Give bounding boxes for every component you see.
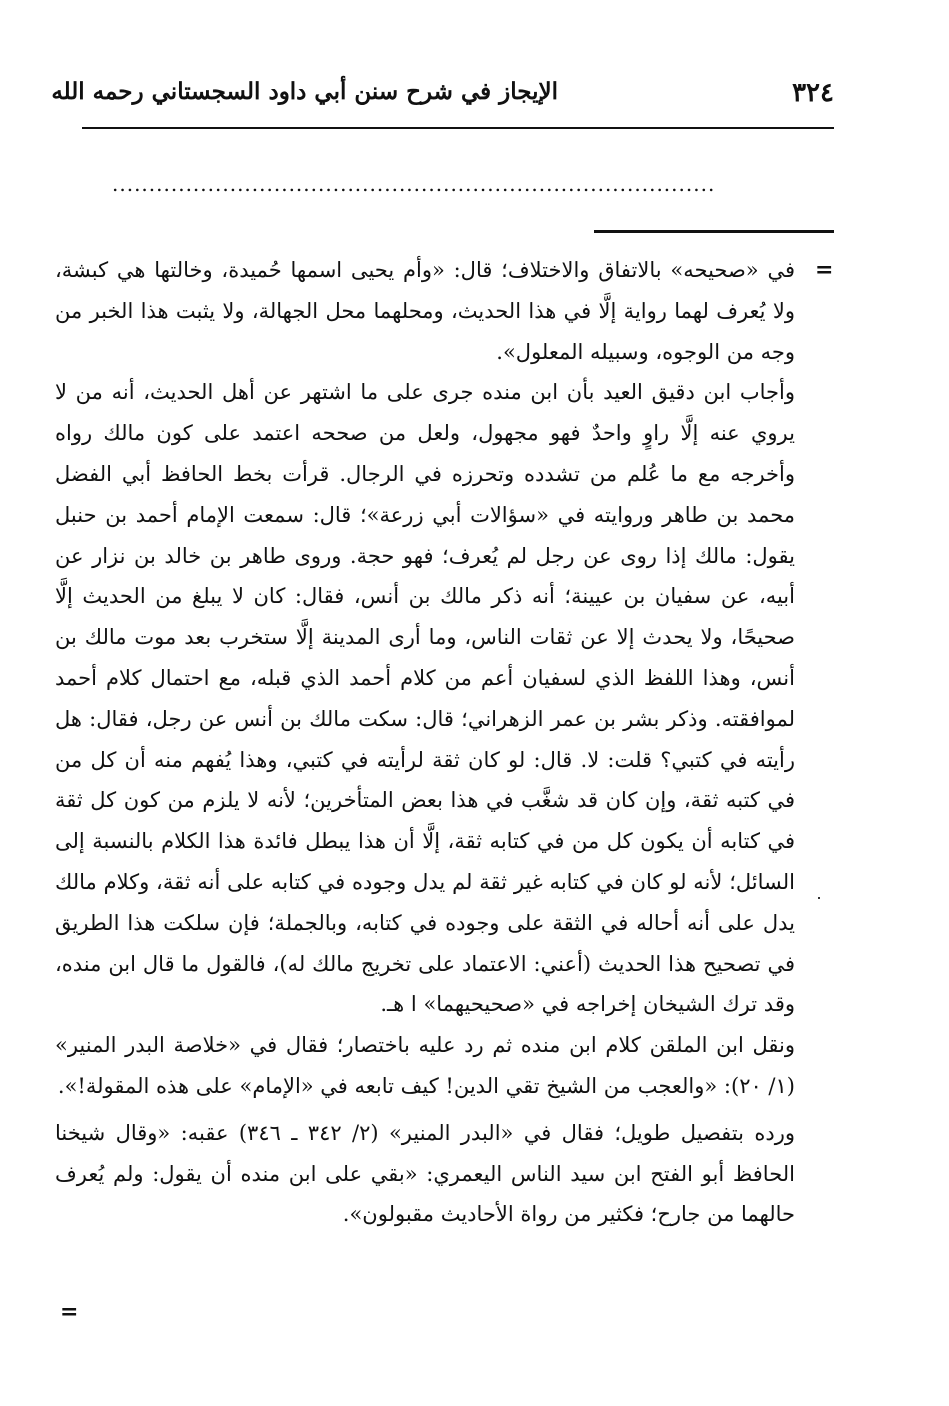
paragraph-3: ونقل ابن الملقن كلام ابن منده ثم رد عليه باختصار؛ فقال في «خلاصة البدر المنير» (١/ ٢٠): «والعجب من الشيخ تقي الدين! كيف تابعه في «الإمام» على هذه المقولة!». bbox=[55, 1033, 795, 1098]
running-header bbox=[51, 78, 834, 118]
continuation-mark-bottom: = bbox=[60, 1299, 79, 1325]
footnote-text bbox=[55, 250, 795, 1235]
paragraph-4: ورده بتفصيل طويل؛ فقال في «البدر المنير» (٢/ ٣٤٢ ـ ٣٤٦) عقبه: «وقال شيخنا الحافظ أبو الفتح ابن سيد الناس اليعمري: «بقي على ابن منده أن يقول: ولم يُعرف حالهما من جارح؛ فكثير من رواة الأحاديث مقبولون». bbox=[55, 1120, 795, 1227]
page-number: ٣٢٤ bbox=[792, 78, 834, 108]
dotted-separator: .................................................................................. bbox=[112, 172, 716, 196]
running-title: الإيجاز في شرح سنن أبي داود السجستاني رحمه الله bbox=[51, 78, 558, 105]
paragraph-2: وأجاب ابن دقيق العيد بأن ابن منده جرى على ما اشتهر عن أهل الحديث، أنه من لا يروي عنه إلَّا راوٍ واحدٌ فهو مجهول، ولعل من صححه اعتمد على كون مالك رواه وأخرجه مع ما عُلم من تشدده وتحرزه في الرجال. قرأت بخط الحافظ أبي الفضل محمد بن طاهر وروايته في «سؤالات أبي زرعة»؛ قال: سمعت الإمام أحمد بن حنبل يقول: مالك إذا روى عن رجل لم يُعرف؛ فهو حجة. وروى طاهر بن خالد بن نزار عن أبيه، عن سفيان بن عيينة؛ أنه ذكر مالك بن أنس، فقال: كان لا يبلغ من الحديث إلَّا صحيحًا، ولا يحدث إلا عن ثقات الناس، وما أرى المدينة إلَّا ستخرب بعد موت مالك بن أنس، وهذا اللفظ الذي لسفيان أعم من كلام أحمد الذي قبله، مع احتمال كلام أحمد لموافقته. وذكر بشر بن عمر الزهراني؛ قال: سكت مالك بن أنس عن رجل، فقال: هل رأيته في كتبي؟ قلت: لا. قال: لو كان ثقة لرأيته في كتبي، وهذا يُفهم منه أن كل من في كتبه ثقة، وإن كان قد شغَّب في هذا بعض المتأخرين؛ لأنه لا يلزم من كون كل ثقة في كتابه أن يكون كل من في كتابه ثقة، إلَّا أن هذا يبطل فائدة هذا الكلام بالنسبة إلى السائل؛ لأنه لو كان في كتابه غير ثقة لم يدل وجوده في كتابه على أنه ثقة، وكلام مالك يدل على أنه أحاله في الثقة على وجوده في كتابه، وبالجملة؛ فإن سلكت هذا الطريق في تصحيح هذا الحديث (أعني: الاعتماد على تخريج مالك له)، فالقول ما قال ابن منده، وقد ترك الشيخان إخراجه في «صحيحيهما» ا هـ. bbox=[55, 380, 795, 1017]
paragraph-1: في «صحيحه» بالاتفاق والاختلاف؛ قال: «وأم يحيى اسمها حُميدة، وخالتها هي كبشة، ولا يُعرف لهما رواية إلَّا في هذا الحديث، ومحلهما محل الجهالة، ولا يثبت هذا الخبر من وجه من الوجوه، وسبيله المعلول». bbox=[55, 258, 795, 364]
page-speck bbox=[818, 897, 820, 899]
header-rule bbox=[82, 127, 834, 129]
continuation-mark-top: = bbox=[815, 257, 834, 283]
footnote-rule bbox=[594, 230, 834, 233]
